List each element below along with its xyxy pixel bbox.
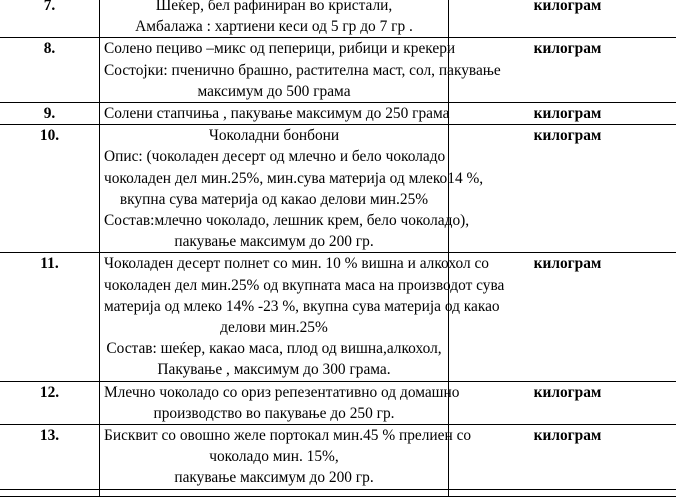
- item-description: [100, 38, 449, 103]
- description-line: чоколаден дел мин.25% од вкупната маса на производот сува: [104, 275, 444, 296]
- description-line: вкупна сува материја од какао делови мин.25%: [104, 189, 444, 210]
- description-line: Солени стапчиња , пакување максимум до 250 грама: [104, 103, 444, 124]
- item-unit: килограм: [449, 103, 676, 125]
- description-line: производство во пакување до 250 гр.: [104, 403, 444, 424]
- item-unit: килограм: [449, 253, 676, 381]
- item-unit: килограм: [449, 0, 676, 38]
- description-line: Шеќер, бел рафиниран во кристали,: [104, 0, 444, 16]
- description-line: Амбалажа : хартиени кеси од 5 гр до 7 гр .: [104, 16, 444, 37]
- description-line: Опис: (чоколаден десерт од млечно и бело чоколадо: [104, 146, 444, 167]
- item-unit: килограм: [449, 38, 676, 103]
- table-row: [0, 103, 676, 125]
- item-number: 12.: [0, 381, 100, 424]
- table-row: [0, 253, 676, 381]
- item-number: 8.: [0, 38, 100, 103]
- item-description: [100, 381, 449, 424]
- item-description: [100, 0, 449, 38]
- table-row: [0, 38, 676, 103]
- item-number: 13.: [0, 425, 100, 490]
- table-row: [0, 125, 676, 253]
- description-line: пакување максимум до 200 гр.: [104, 467, 444, 488]
- description-line: Солено пециво –микс од пеперици, рибици и крекери: [104, 38, 444, 59]
- description-line: Состојки: пченично брашно, растителна маст, сол, пакување: [104, 60, 444, 81]
- table-row: [0, 0, 676, 38]
- item-number: 9.: [0, 103, 100, 125]
- item-unit: килограм: [449, 425, 676, 490]
- description-line: Бисквит со овошно желе портокал мин.45 % прелиен со: [104, 425, 444, 446]
- description-line: пакување максимум до 200 гр.: [104, 231, 444, 252]
- description-line: чоколаден дел мин.25%, мин.сува материја од млеко14 %,: [104, 168, 444, 189]
- description-line: максимум до 500 грама: [104, 81, 444, 102]
- item-number: 11.: [0, 253, 100, 381]
- description-line: Состав:млечно чоколадо, лешник крем, бело чоколадо),: [104, 210, 444, 231]
- description-line: чоколадо мин. 15%,: [104, 446, 444, 467]
- item-description: [100, 103, 449, 125]
- description-line: Чоколаден десерт полнет со мин. 10 % вишна и алкохол со: [104, 253, 444, 274]
- description-line: делови мин.25%: [104, 317, 444, 338]
- item-unit: килограм: [449, 381, 676, 424]
- table-row: [0, 425, 676, 490]
- item-number: 7.: [0, 0, 100, 38]
- item-description: [100, 425, 449, 490]
- description-line: Чоколадни бонбони: [104, 125, 444, 146]
- description-line: Млечно чоколадо со ориз репезентативно од домашно: [104, 382, 444, 403]
- item-description: [100, 253, 449, 381]
- item-number: 10.: [0, 125, 100, 253]
- item-unit: килограм: [449, 125, 676, 253]
- description-line: Состав: шеќер, какао маса, плод од вишна,алкохол,: [104, 338, 444, 359]
- item-description: [100, 125, 449, 253]
- description-line: Пакување , максимум до 300 грама.: [104, 359, 444, 380]
- description-line: материја од млеко 14% -23 %, вкупна сува материја од какао: [104, 296, 444, 317]
- table-row: [0, 381, 676, 424]
